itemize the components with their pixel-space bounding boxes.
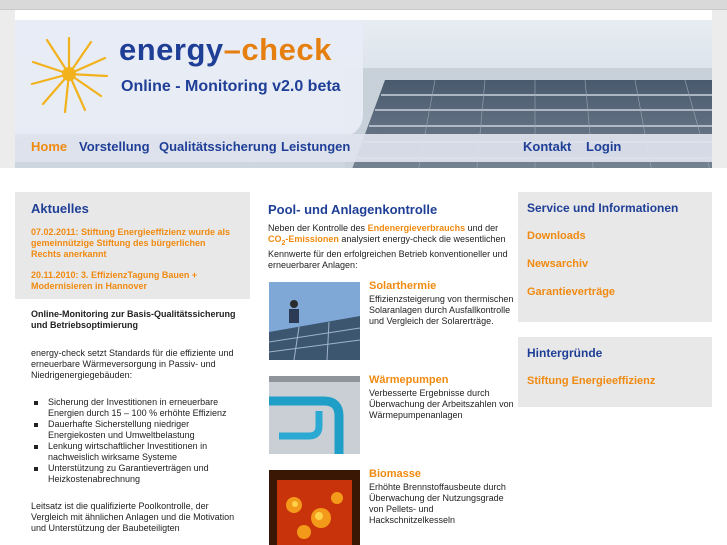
left-margin-strip: [0, 10, 15, 168]
closing-paragraph: Leitsatz ist die qualifizierte Poolkontrolle, der Vergleich mit ähnlichen Anlagen und die Motivation und Unterstützung der Baubeteiligten: [31, 501, 235, 533]
hintergruende-title: Hintergründe: [527, 346, 603, 360]
link-endenergieverbrauch[interactable]: Endenergieverbrauchs: [367, 223, 466, 233]
list-item: Sicherung der Investitionen in erneuerbare Energien durch 15 – 100 % erhöhte Effizienz: [31, 397, 236, 419]
solarthermie-photo: [269, 282, 360, 360]
service-waermepumpen[interactable]: [268, 374, 514, 454]
biomasse-photo: [269, 470, 360, 545]
link-newsarchiv[interactable]: Newsarchiv: [527, 258, 589, 270]
link-co2-emissionen[interactable]: $CO_2$-Emissionen: [268, 234, 339, 247]
news-box: [15, 192, 250, 299]
pool-title: Pool- und Anlagenkontrolle: [268, 202, 438, 217]
right-column: [518, 192, 712, 407]
service-description: Verbesserte Ergebnisse durch Überwachung der Arbeitszahlen von Wärmepumpenanlagen: [369, 388, 514, 420]
service-biomasse[interactable]: [268, 470, 508, 545]
intro-text: [15, 299, 250, 534]
nav-login[interactable]: Login: [586, 139, 622, 154]
intro-headline: Online-Monitoring zur Basis-Qualitätssicherung und Betriebsoptimierung: [31, 309, 236, 330]
main-navigation: [15, 134, 712, 162]
news-item[interactable]: 07.02.2011: Stiftung Energieeffizienz wurde als gemeinnützige Stiftung des bürgerlichen Rechts anerkannt: [31, 227, 231, 259]
brand-subtitle: Online - Monitoring v2.0 beta: [121, 78, 341, 95]
nav-kontakt[interactable]: Kontakt: [523, 139, 572, 154]
brand-wordmark: energy–check: [119, 32, 332, 67]
service-title[interactable]: Solarthermie: [369, 280, 437, 292]
service-info-title: Service und Informationen: [527, 201, 679, 215]
link-stiftung-energieeffizienz[interactable]: Stiftung Energieeffizienz: [527, 375, 656, 387]
middle-column: [268, 192, 514, 525]
nav-leistungen[interactable]: Leistungen: [281, 139, 351, 154]
list-item: Dauerhafte Sicherstellung niedriger Energiekosten und Umweltbelastung: [31, 419, 236, 441]
service-description: Effizienzsteigerung von thermischen Solaranlagen durch Ausfallkontrolle und Vergleich der Solarerträge.: [369, 294, 514, 326]
service-description: Erhöhte Brennstoffausbeute durch Überwachung der Nutzungsgrade von Pellets- und Hackschnitzelkesseln: [369, 482, 506, 525]
service-info-box: [518, 192, 712, 322]
logo-box: [15, 20, 363, 137]
list-item: Lenkung wirtschaftlicher Investitionen in nachweislich wirksame Systeme: [31, 441, 236, 463]
list-item: Unterstützung zu Garantieverträgen und Heizkostenabrechnung: [31, 463, 236, 485]
link-downloads[interactable]: Downloads: [527, 230, 586, 242]
pool-intro: Neben der Kontrolle des Endenergieverbrauchs und der $CO_2$-Emissionen analysiert energy-check die wesentlichen Kennwerte für den erfolgreichen Betrieb konventioneller und erneuerbarer Anlagen:: [268, 223, 508, 270]
service-title[interactable]: Wärmepumpen: [369, 374, 449, 386]
nav-vorstellung[interactable]: Vorstellung: [79, 139, 150, 154]
left-column: [15, 192, 250, 545]
right-margin-strip: [712, 10, 727, 168]
site-header: [15, 20, 712, 168]
news-title: Aktuelles: [31, 201, 89, 216]
hintergruende-box: [518, 337, 712, 407]
benefits-list: [31, 397, 236, 485]
news-item[interactable]: 20.11.2010: 3. EffizienzTagung Bauen + Modernisieren in Hannover: [31, 270, 198, 291]
intro-paragraph: energy-check setzt Standards für die effiziente und erneuerbare Wärmeversorgung in Passiv- und Niedrigenergiegebäuden:: [31, 348, 234, 380]
nav-home[interactable]: Home: [31, 139, 68, 154]
service-title[interactable]: Biomasse: [369, 468, 421, 480]
sun-logo-icon: [29, 34, 109, 114]
top-border: [0, 0, 727, 10]
service-solarthermie[interactable]: [268, 280, 514, 360]
link-garantievertraege[interactable]: Garantieverträge: [527, 286, 616, 298]
nav-qualitaetssicherung[interactable]: Qualitätssicherung: [159, 139, 277, 154]
waermepumpen-photo: [269, 376, 360, 454]
